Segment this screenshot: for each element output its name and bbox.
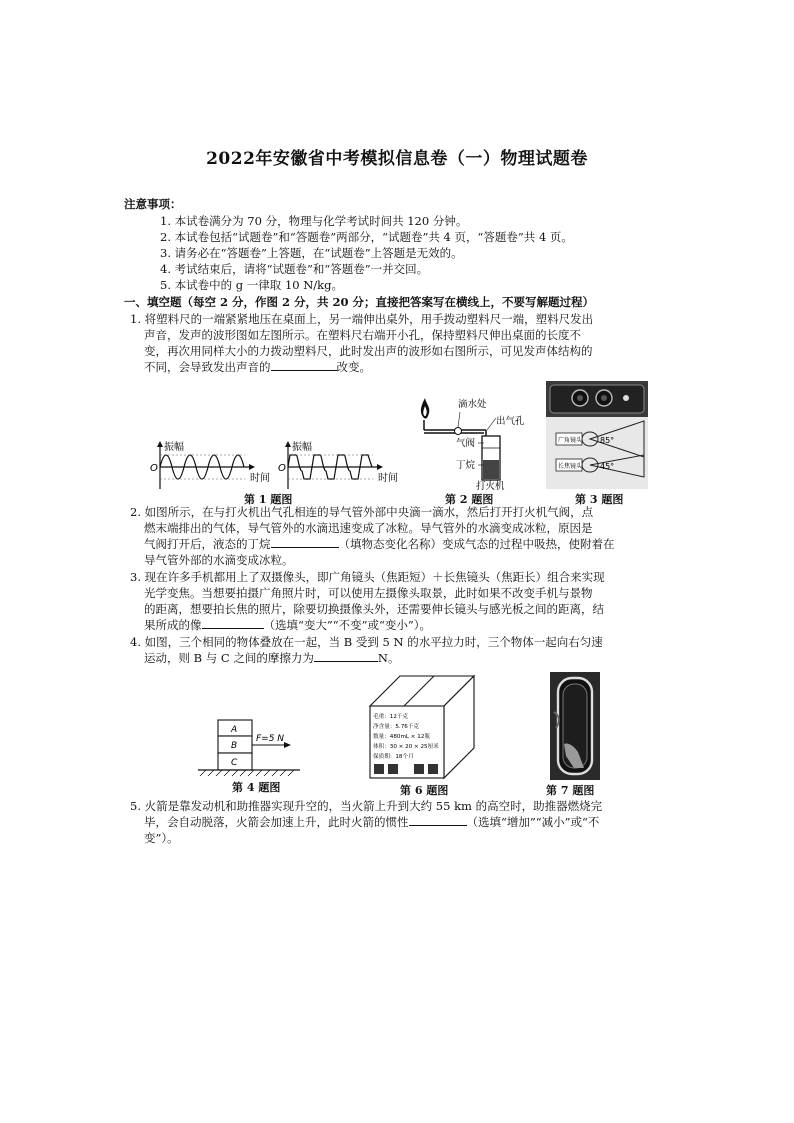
q4-line: 4. 如图，三个相同的物体叠放在一起，当 B 受到 5 N 的水平拉力时，三个物体一起向右匀速 <box>130 635 603 649</box>
fig1-right-origin: O <box>278 463 286 474</box>
q3-line: 3. 现在许多手机都用上了双摄像头，即广角镜头（焦距短）＋长焦镜头（焦距长）组合来实现 <box>130 570 605 584</box>
q2-line: 燃末端排出的气体，导气管外的水滴迅速变成了冰粒。导气管外的水滴变成冰粒，原因是 <box>144 521 593 535</box>
fig1-right-xlabel: 时间 <box>378 473 398 484</box>
fig6-label-line: 体积：30 × 20 × 25厘米 <box>373 744 439 750</box>
fig2-label-lighter: 打火机 <box>476 481 505 492</box>
fig1-right-ylabel: 振幅 <box>292 442 312 453</box>
fig6-symbol-icon <box>374 764 384 774</box>
q3-line: 光学变焦。当想要拍摄广角照片时，可以使用左摄像头取景，此时如果不改变手机与景物 <box>144 586 593 600</box>
q1-line: 不同，会导致发出声音的 改变。 <box>144 360 371 374</box>
fig2-label-valve: 气阀 <box>456 438 476 449</box>
q1-line: 变，再次用同样大小的力拨动塑料尺，此时发出声的波形如右图所示，可见发声体结构的 <box>144 344 593 358</box>
fig6-label-line: 保质期：18个月 <box>373 754 414 760</box>
answer-blank[interactable] <box>409 824 467 826</box>
notice-item: 2. 本试卷包括“试题卷”和“答题卷”两部分，“试题卷”共 4 页，“答题卷”共 4 页。 <box>160 230 573 244</box>
notice-item: 3. 请务必在“答题卷”上答题，在“试题卷”上答题是无效的。 <box>160 246 463 260</box>
fig3-label-tele: 长焦镜头 <box>558 463 583 470</box>
fig4-label-b: B <box>231 741 238 751</box>
fig6-box-diagram <box>368 672 476 782</box>
fig1-left-xlabel: 时间 <box>250 473 270 484</box>
fig6-symbol-icon <box>388 764 398 774</box>
q5-line: 毕，会自动脱落，火箭会加速上升，此时火箭的惯性 （选填“增加”“减小”或“不 <box>144 815 600 829</box>
fig1-left-waveform <box>150 441 275 491</box>
fig4-label-c: C <box>231 758 238 768</box>
fig4-stacked-blocks <box>196 718 306 778</box>
answer-blank[interactable] <box>271 369 337 371</box>
fig3-angle-85: 85° <box>600 436 615 445</box>
fig6-label-line: 毛重：12千克 <box>373 714 409 720</box>
notice-heading: 注意事项： <box>124 197 182 211</box>
fig6-symbol-icon <box>428 764 438 774</box>
fig1-caption: 第 1 题图 <box>244 493 293 506</box>
answer-blank[interactable] <box>202 627 264 629</box>
fig4-label-a: A <box>231 725 238 735</box>
q3-line: 果所成的像 （选填“变大”“不变”或“变小”）。 <box>144 618 432 632</box>
answer-blank[interactable] <box>314 660 378 662</box>
q5-line: 变”）。 <box>144 831 179 845</box>
fig3-angle-45: 45° <box>600 462 615 471</box>
fig2-caption: 第 2 题图 <box>445 493 494 506</box>
fig1-left-ylabel: 振幅 <box>164 442 184 453</box>
fig2-label-drip: 滴水处 <box>458 399 487 410</box>
q2-line: 2. 如图所示，在与打火机出气孔相连的导气管外部中央滴一滴水，然后打开打火机气阀，点 <box>130 505 594 519</box>
notice-item: 1. 本试卷满分为 70 分，物理与化学考试时间共 120 分钟。 <box>160 214 468 228</box>
q5-line: 5. 火箭是靠发动机和助推器实现升空的，当火箭上升到大约 55 km 的高空时，助推器燃烧完 <box>130 799 603 813</box>
fig3-label-wide: 广角镜头 <box>558 437 583 444</box>
fig2-label-butane: 丁烷 <box>456 460 476 471</box>
notice-item: 4. 考试结束后，请将“试题卷”和“答题卷”一并交回。 <box>160 262 429 276</box>
q1-line: 声音，发声的波形图如左图所示。在塑料尺右端开小孔，保持塑料尺伸出桌面的长度不 <box>144 328 581 342</box>
section-heading: 一、填空题（每空 2 分，作图 2 分，共 20 分；直接把答案写在横线上，不要写解题过程） <box>124 295 595 309</box>
fig2-label-outlet: 出气孔 <box>496 416 525 427</box>
fig6-caption: 第 6 题图 <box>400 784 449 797</box>
fig4-force-label: F=5 N <box>256 734 285 744</box>
fig3-caption: 第 3 题图 <box>575 493 624 506</box>
fig6-symbol-icon <box>414 764 424 774</box>
fig3-dual-camera-photo <box>546 381 648 489</box>
notice-item: 5. 本试卷中的 g 一律取 10 N/kg。 <box>160 278 344 292</box>
q3-line: 的距离，想要拍长焦的照片，除要切换摄像头外，还需要伸长镜头与感光板之间的距离，结 <box>144 602 604 616</box>
fig4-caption: 第 4 题图 <box>232 781 281 794</box>
fig7-photo <box>550 672 600 780</box>
fig1-right-waveform <box>278 441 403 491</box>
q4-line: 运动，则 B 与 C 之间的摩擦力为 N。 <box>144 651 400 665</box>
answer-blank[interactable] <box>271 546 339 548</box>
fig6-label-line: 数量：480mL × 12瓶 <box>373 734 430 740</box>
fig2-lighter-diagram <box>412 396 532 491</box>
q2-line: 气阀打开后，液态的丁烷 （填物态变化名称）变成气态的过程中吸热，使附着在 <box>144 537 615 551</box>
exam-title: 2022年安徽省中考模拟信息卷（一）物理试题卷 <box>206 149 588 169</box>
fig7-caption: 第 7 题图 <box>546 784 595 797</box>
fig1-left-origin: O <box>150 463 158 474</box>
q1-line: 1. 将塑料尺的一端紧紧地压在桌面上，另一端伸出桌外，用手拨动塑料尺一端，塑料尺发出 <box>130 312 594 326</box>
q2-line: 导气管外部的水滴变成冰粒。 <box>144 553 294 567</box>
fig6-label-line: 净含量：5.76千克 <box>373 724 420 730</box>
